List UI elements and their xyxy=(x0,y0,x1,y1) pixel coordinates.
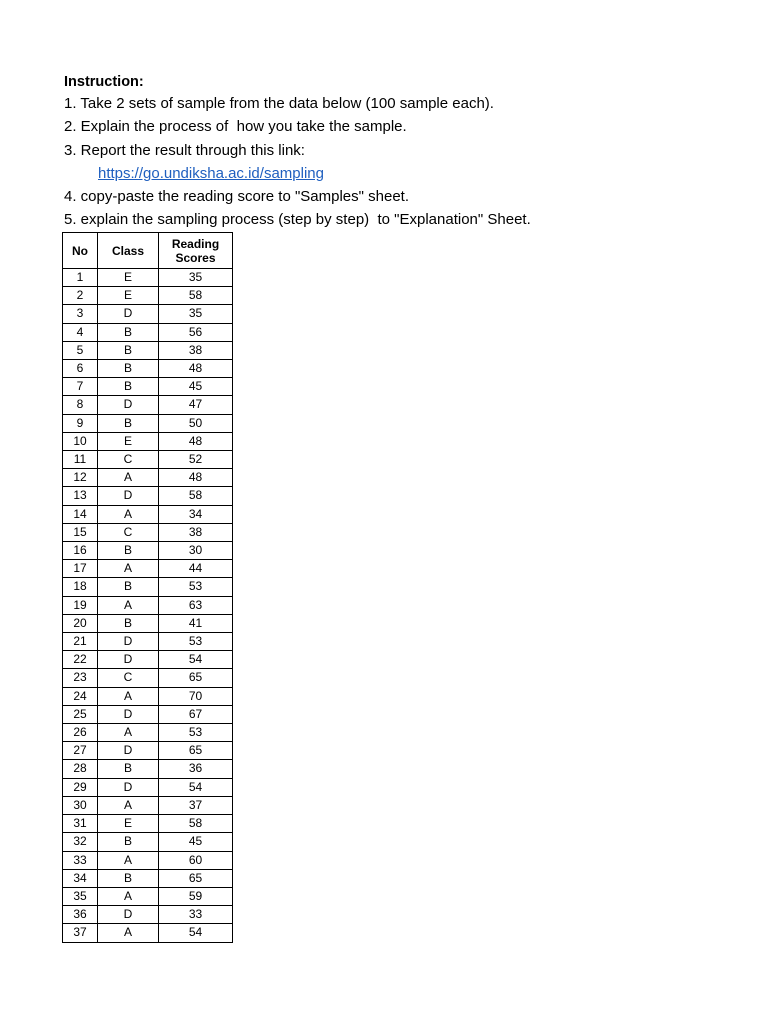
cell-score: 65 xyxy=(159,742,233,760)
cell-score: 36 xyxy=(159,760,233,778)
cell-class: B xyxy=(98,360,159,378)
table-row xyxy=(63,560,233,578)
table-row xyxy=(63,487,233,505)
cell-no: 26 xyxy=(63,724,98,742)
cell-score: 45 xyxy=(159,833,233,851)
cell-class: A xyxy=(98,469,159,487)
cell-class: D xyxy=(98,742,159,760)
cell-class: E xyxy=(98,815,159,833)
instruction-link-row xyxy=(64,162,531,185)
cell-score: 48 xyxy=(159,432,233,450)
instructions-block xyxy=(64,72,531,232)
cell-score: 41 xyxy=(159,614,233,632)
cell-class: B xyxy=(98,378,159,396)
cell-class: B xyxy=(98,760,159,778)
table-row xyxy=(63,705,233,723)
header-class: Class xyxy=(98,233,159,269)
cell-no: 1 xyxy=(63,269,98,287)
cell-class: D xyxy=(98,396,159,414)
cell-no: 18 xyxy=(63,578,98,596)
table-row xyxy=(63,614,233,632)
table-row xyxy=(63,742,233,760)
cell-no: 16 xyxy=(63,542,98,560)
instruction-title: Instruction: xyxy=(64,74,144,90)
table-row xyxy=(63,414,233,432)
cell-no: 19 xyxy=(63,596,98,614)
table-row xyxy=(63,578,233,596)
cell-no: 25 xyxy=(63,705,98,723)
table-header-row xyxy=(63,233,233,269)
cell-class: D xyxy=(98,651,159,669)
cell-score: 58 xyxy=(159,287,233,305)
cell-class: A xyxy=(98,596,159,614)
cell-no: 24 xyxy=(63,687,98,705)
cell-no: 23 xyxy=(63,669,98,687)
table-row xyxy=(63,887,233,905)
table-row xyxy=(63,451,233,469)
cell-score: 52 xyxy=(159,451,233,469)
cell-class: E xyxy=(98,432,159,450)
cell-class: A xyxy=(98,687,159,705)
instruction-step-2: 2. Explain the process of how you take the sample. xyxy=(64,118,407,136)
cell-class: E xyxy=(98,287,159,305)
cell-no: 12 xyxy=(63,469,98,487)
table-row xyxy=(63,669,233,687)
cell-score: 35 xyxy=(159,305,233,323)
header-reading-scores xyxy=(159,233,233,269)
cell-class: A xyxy=(98,796,159,814)
cell-class: D xyxy=(98,305,159,323)
cell-no: 22 xyxy=(63,651,98,669)
cell-score: 48 xyxy=(159,360,233,378)
instruction-step-4: 4. copy-paste the reading score to "Samples" sheet. xyxy=(64,188,410,206)
table-row xyxy=(63,724,233,742)
cell-class: B xyxy=(98,542,159,560)
cell-score: 56 xyxy=(159,323,233,341)
cell-no: 2 xyxy=(63,287,98,305)
table-row xyxy=(63,778,233,796)
table-row xyxy=(63,906,233,924)
cell-score: 60 xyxy=(159,851,233,869)
table-row xyxy=(63,851,233,869)
cell-score: 34 xyxy=(159,505,233,523)
cell-no: 34 xyxy=(63,869,98,887)
cell-score: 44 xyxy=(159,560,233,578)
cell-score: 70 xyxy=(159,687,233,705)
table-row xyxy=(63,360,233,378)
table-row xyxy=(63,869,233,887)
table-row xyxy=(63,815,233,833)
cell-class: C xyxy=(98,523,159,541)
cell-no: 14 xyxy=(63,505,98,523)
cell-score: 38 xyxy=(159,523,233,541)
instruction-step-5: 5. explain the sampling process (step by step) to "Explanation" Sheet. xyxy=(64,211,531,229)
cell-no: 8 xyxy=(63,396,98,414)
cell-no: 29 xyxy=(63,778,98,796)
cell-score: 54 xyxy=(159,651,233,669)
cell-score: 50 xyxy=(159,414,233,432)
table-row xyxy=(63,378,233,396)
table-row xyxy=(63,396,233,414)
cell-score: 65 xyxy=(159,669,233,687)
cell-score: 47 xyxy=(159,396,233,414)
instruction-step-3: 3. Report the result through this link: xyxy=(64,141,305,159)
cell-score: 37 xyxy=(159,796,233,814)
header-no: No xyxy=(63,233,98,269)
table-row xyxy=(63,651,233,669)
cell-score: 63 xyxy=(159,596,233,614)
cell-class: A xyxy=(98,560,159,578)
cell-class: C xyxy=(98,451,159,469)
cell-score: 59 xyxy=(159,887,233,905)
table-row xyxy=(63,305,233,323)
cell-no: 17 xyxy=(63,560,98,578)
table-row xyxy=(63,323,233,341)
table-row xyxy=(63,505,233,523)
cell-no: 27 xyxy=(63,742,98,760)
table-row xyxy=(63,760,233,778)
cell-class: B xyxy=(98,341,159,359)
cell-score: 33 xyxy=(159,906,233,924)
cell-class: A xyxy=(98,887,159,905)
table-row xyxy=(63,687,233,705)
header-score-line2: Scores xyxy=(175,250,216,265)
cell-score: 58 xyxy=(159,487,233,505)
table-row xyxy=(63,924,233,942)
cell-no: 13 xyxy=(63,487,98,505)
cell-no: 31 xyxy=(63,815,98,833)
instruction-step-1: 1. Take 2 sets of sample from the data below (100 sample each). xyxy=(64,95,494,112)
cell-class: A xyxy=(98,924,159,942)
cell-score: 48 xyxy=(159,469,233,487)
cell-no: 9 xyxy=(63,414,98,432)
table-row xyxy=(63,469,233,487)
cell-class: B xyxy=(98,614,159,632)
cell-class: D xyxy=(98,906,159,924)
cell-class: A xyxy=(98,724,159,742)
cell-no: 28 xyxy=(63,760,98,778)
cell-class: D xyxy=(98,705,159,723)
cell-no: 32 xyxy=(63,833,98,851)
table-row xyxy=(63,287,233,305)
cell-score: 65 xyxy=(159,869,233,887)
table-row xyxy=(63,523,233,541)
table-row xyxy=(63,633,233,651)
cell-score: 53 xyxy=(159,578,233,596)
cell-class: B xyxy=(98,323,159,341)
table-row xyxy=(63,596,233,614)
cell-score: 53 xyxy=(159,633,233,651)
cell-class: D xyxy=(98,778,159,796)
table-row xyxy=(63,796,233,814)
cell-class: B xyxy=(98,833,159,851)
table-row xyxy=(63,833,233,851)
sampling-link[interactable]: https://go.undiksha.ac.id/sampling xyxy=(98,164,324,182)
cell-no: 30 xyxy=(63,796,98,814)
cell-no: 5 xyxy=(63,341,98,359)
cell-score: 54 xyxy=(159,924,233,942)
cell-class: D xyxy=(98,487,159,505)
cell-no: 36 xyxy=(63,906,98,924)
cell-score: 45 xyxy=(159,378,233,396)
cell-no: 33 xyxy=(63,851,98,869)
table-row xyxy=(63,269,233,287)
cell-no: 37 xyxy=(63,924,98,942)
cell-no: 21 xyxy=(63,633,98,651)
cell-class: A xyxy=(98,851,159,869)
cell-class: B xyxy=(98,414,159,432)
cell-score: 54 xyxy=(159,778,233,796)
cell-no: 35 xyxy=(63,887,98,905)
cell-score: 30 xyxy=(159,542,233,560)
cell-class: E xyxy=(98,269,159,287)
table-body xyxy=(63,269,233,943)
table-row xyxy=(63,542,233,560)
cell-score: 67 xyxy=(159,705,233,723)
cell-score: 53 xyxy=(159,724,233,742)
cell-no: 7 xyxy=(63,378,98,396)
cell-class: D xyxy=(98,633,159,651)
reading-scores-table xyxy=(62,232,233,943)
cell-class: B xyxy=(98,869,159,887)
cell-score: 35 xyxy=(159,269,233,287)
cell-no: 6 xyxy=(63,360,98,378)
cell-class: C xyxy=(98,669,159,687)
cell-class: B xyxy=(98,578,159,596)
cell-class: A xyxy=(98,505,159,523)
cell-no: 11 xyxy=(63,451,98,469)
table-row xyxy=(63,432,233,450)
cell-score: 58 xyxy=(159,815,233,833)
header-score-line1: Reading xyxy=(171,236,220,251)
cell-no: 20 xyxy=(63,614,98,632)
cell-no: 10 xyxy=(63,432,98,450)
cell-no: 15 xyxy=(63,523,98,541)
table-row xyxy=(63,341,233,359)
cell-score: 38 xyxy=(159,341,233,359)
cell-no: 4 xyxy=(63,323,98,341)
cell-no: 3 xyxy=(63,305,98,323)
